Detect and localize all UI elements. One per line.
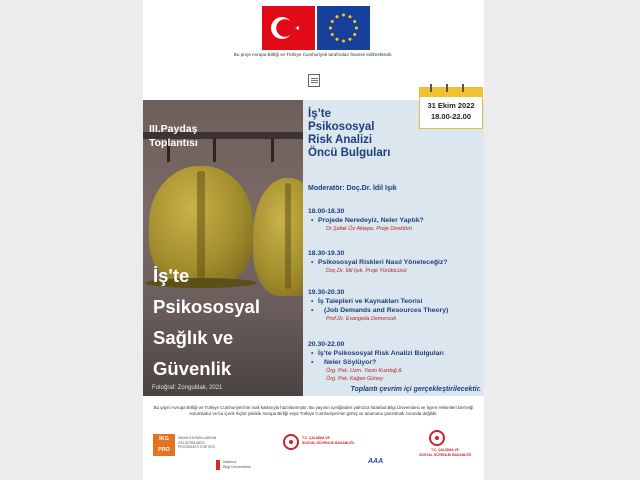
calendar-ring [446,84,448,92]
calendar-ring [430,84,432,92]
eu-star-icon [353,20,356,23]
schedule-time: 20.30-22.00 [308,341,345,348]
bilgi-logo-line: İstanbul [223,460,237,464]
eu-star-icon [336,38,339,41]
headline-line: Psikososyal [308,121,375,133]
event-date [420,100,482,122]
eu-star-icon [331,20,334,23]
schedule-time: 18.30-19.30 [308,250,345,257]
schedule-speaker: Dr.Şafak Öz Aktepe, Proje Direktörü [326,226,413,232]
moderator: Moderatör: Doç.Dr. İdil Işık [308,185,397,192]
photo-credit: Fotoğraf: Zonguldak, 2021 [152,385,223,391]
schedule-item [308,207,478,233]
online-note: Toplantı çevrim içi gerçekleştirilecektir. [350,386,481,393]
big-title-line: Güvenlik [153,358,232,379]
eu-star-icon [342,40,345,43]
schedule-talk: • İş Talepleri ve Kaynakları Teorisi [308,297,478,306]
schedule-speaker: Örg. Psk. Kağan Güney [326,376,383,382]
ikg-logo-line: İKG [159,436,169,442]
ministry-seal-icon [283,434,299,450]
meeting-label-line: III.Paydaş [149,123,198,135]
hook-icon [271,138,274,162]
schedule-item [308,288,478,323]
event-poster [143,0,484,480]
ikg-pro-logo [153,434,175,456]
eu-star-icon [349,15,352,18]
ministry-seal-icon [429,430,445,446]
aaa-logo: AAA [368,458,384,465]
big-title-line: İş'te [153,265,190,286]
funding-statement: Bu proje Avrupa Birliği ve Türkiye Cumhuriyeti tarafından finanse edilmektedir. [233,52,393,57]
eu-star-icon [331,33,334,36]
disclaimer: Bu yayın Avrupa Birliği ve Türkiye Cumhuriyeti'nin mali katkısıyla hazırlanmıştır. Bu yayının içeriğinden yalnızca İstanbul Bilgi Üniversitesi ve İşyeri Hekimleri Derneği sorumludur ve bu içerik hiçbir şekilde Avrupa Birliği veya Türkiye Cumhuriyeti'nin görüş ve tutumunu yansıtmak zorunda değildir. [153,405,474,416]
schedule-item [308,340,478,383]
schedule-talk-subtitle: • Neler Söylüyor? [308,358,478,367]
big-title [153,260,303,384]
schedule-speaker: Doç.Dr. İdil Işık, Proje Yürütücüsü [326,268,407,274]
calendar-icon [419,87,483,129]
schedule-time: 18.00-18.30 [308,208,345,215]
schedule-talk: • Projede Neredeyiz, Neler Yaptık? [308,216,478,225]
flags-header [262,6,370,50]
ministry-logo-text [415,448,475,457]
ikg-pro-caption: İNSAN KAYNAKLARININ GELİŞTİRİLMESİ PROGRAM OTORİTESİ [178,436,217,449]
eu-star-icon [336,15,339,18]
eu-star-icon [342,14,345,17]
schedule-talk: • Psikososyal Riskleri Nasıl Yöneteceğiz? [308,258,478,267]
schedule-talk: • İş’te Psikososyal Risk Analizi Bulguları [308,349,478,358]
bilgi-logo-line: Bilgi Üniversitesi [223,465,251,469]
big-title-line: Sağlık ve [153,327,234,348]
big-title-line: Psikososyal [153,296,260,317]
schedule-speaker: Örg. Psk. Uzm. Yasin Kuzdağ & [326,368,402,374]
ministry-logo-line: T.C. ÇALIŞMA VE [431,448,459,452]
eu-star-icon [349,38,352,41]
calendar-ring [462,84,464,92]
schedule-item [308,249,478,275]
headline-line: Öncü Bulguları [308,147,391,159]
eu-star-icon [329,27,332,30]
headline-line: Risk Analizi [308,134,373,146]
document-icon [308,74,320,87]
meeting-label-line: Toplantısı [149,137,198,149]
bilgi-logo-mark [216,460,220,470]
schedule-time: 19.30-20.30 [308,289,345,296]
meeting-label [143,122,244,150]
ministry-logo-line: T.C. ÇALIŞMA VE [302,436,330,440]
event-date-day: 31 Ekim 2022 [427,101,475,110]
ministry-logo-line: SOSYAL GÜVENLİK BAKANLIĞI [302,440,354,445]
eu-star-icon [353,33,356,36]
schedule-talk-subtitle: • (Job Demands and Resources Theory) [308,306,478,315]
ministry-logo-line: SOSYAL GÜVENLİK BAKANLIĞI [419,452,471,457]
turkey-flag-icon [262,6,315,50]
event-date-time: 18.00-22.00 [430,112,472,121]
bilgi-logo [223,460,251,470]
event-headline [308,108,428,160]
headline-line: İş’te [308,108,332,120]
eu-star-icon [355,27,358,30]
eu-flag-icon [317,6,370,50]
ikg-logo-line: PRO [158,447,170,453]
ministry-logo-text [302,436,362,445]
schedule-speaker: Prof.Dr. Evangelia Demerouti [326,316,396,322]
